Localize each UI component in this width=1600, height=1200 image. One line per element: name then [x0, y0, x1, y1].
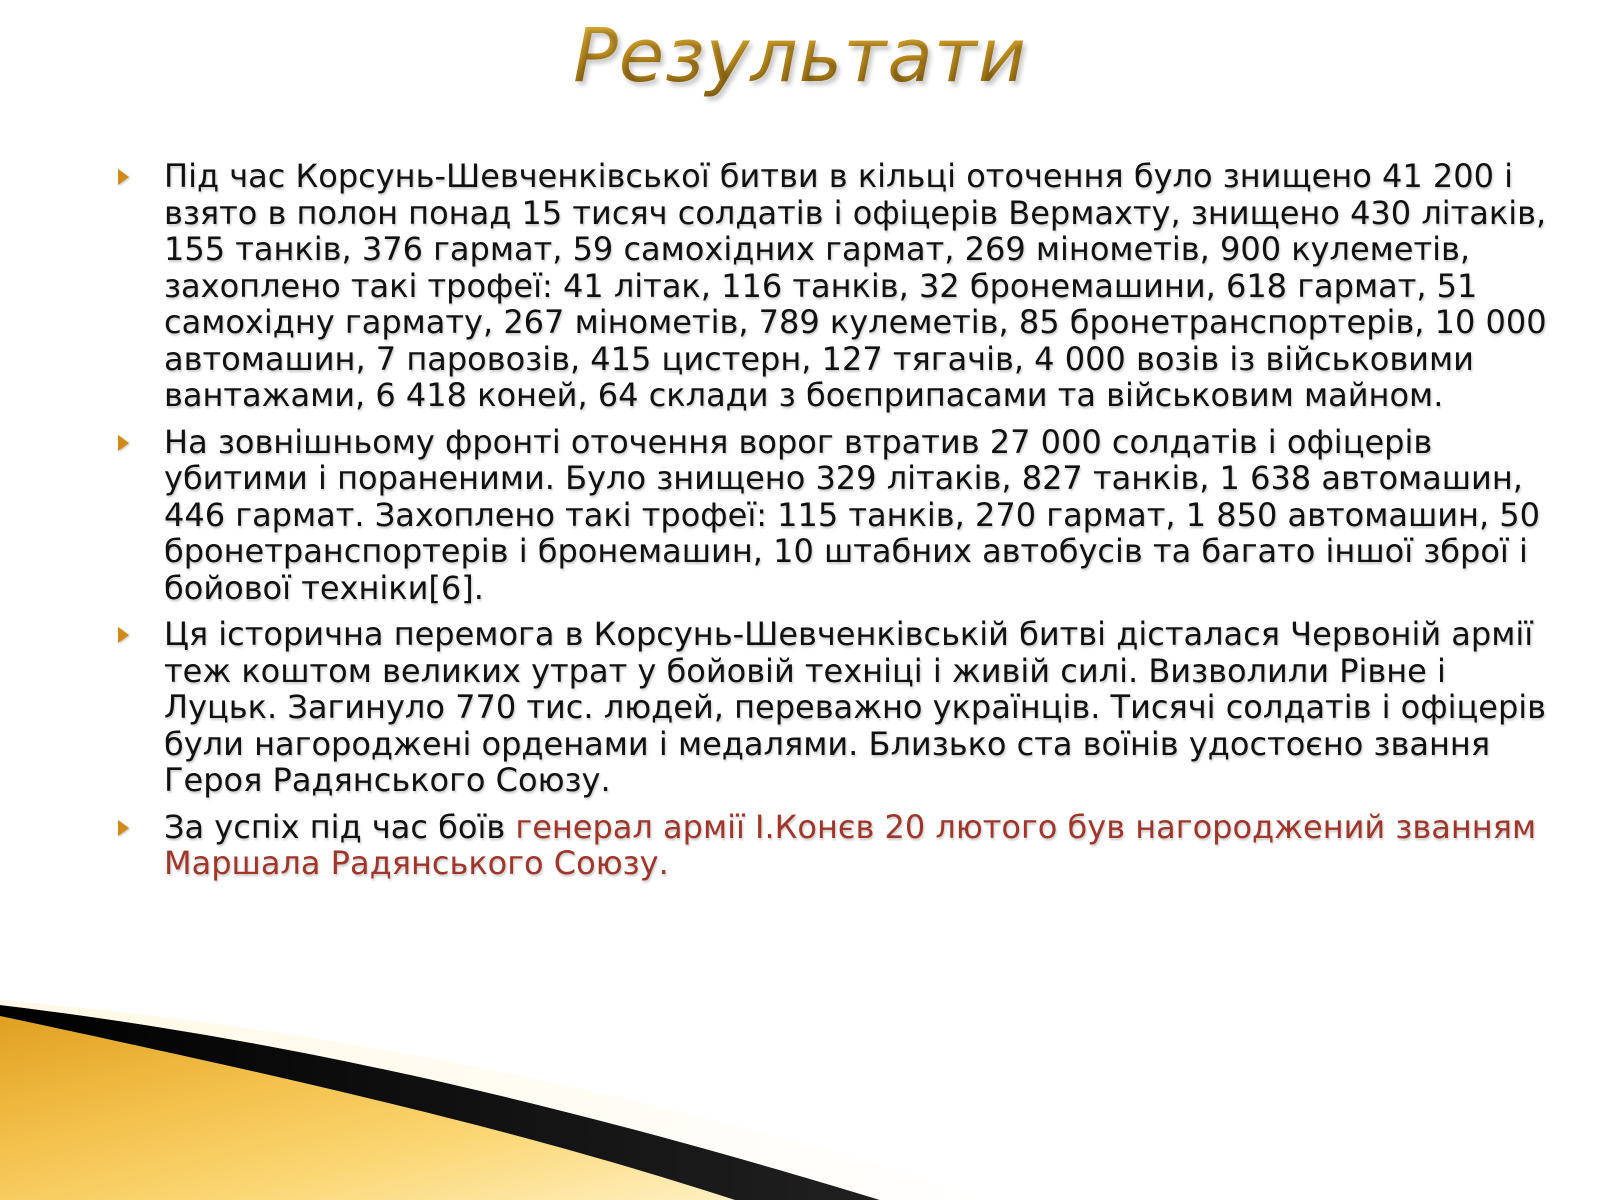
triangle-bullet-icon	[118, 820, 129, 836]
bullet-text: Під час Корсунь-Шевченківської битви в кільці оточення було знищено 41 200 і взято в полон понад 15 тисяч солдатів і офіцерів Вермахту, знищено 430 літаків, 155 танків, 376 гармат, 59 самохідних гармат, 269 мінометів, 900 кулеметів, захоплено такі трофеї: 41 літак, 116 танків, 32 бронемашини, 618 гармат, 51 самохідну гармату, 267 мінометів, 789 кулеметів, 85 бронетранспортерів, 10 000 автомашин, 7 паровозів, 415 цистерн, 127 тягачів, 4 000 возів із військовими вантажами, 6 418 коней, 64 склади з боєприпасами та військовим майном.	[164, 157, 1547, 414]
triangle-bullet-icon	[118, 169, 129, 185]
list-item	[118, 424, 1548, 607]
bullet-text-highlight: генерал армії І.Конєв 20 лютого був нагороджений званням Маршала Радянського Союзу.	[164, 807, 1537, 882]
bullet-text-plain: За успіх під час боїв	[164, 807, 516, 846]
slide-title: Результати	[0, 14, 1600, 99]
triangle-bullet-icon	[118, 435, 129, 451]
pale-gold-wedge-shape	[0, 1000, 1000, 1200]
list-item	[118, 809, 1548, 882]
black-stripe-shape	[0, 1005, 880, 1200]
list-item	[118, 616, 1548, 799]
bullet-text: На зовнішньому фронті оточення ворог втратив 27 000 солдатів і офіцерів убитими і пораненими. Було знищено 329 літаків, 827 танків, 1 638 автомашин, 446 гармат. Захоплено такі трофеї: 115 танків, 270 гармат, 1 850 автомашин, 50 бронетранспортерів і бронемашин, 10 штабних автобусів та багато іншої зброї і бойової техніки[6].	[164, 422, 1540, 607]
gold-wedge-shape	[0, 1016, 735, 1200]
bullet-list	[118, 158, 1548, 892]
triangle-bullet-icon	[118, 627, 129, 643]
bullet-text: Ця історична перемога в Корсунь-Шевченківській битві дісталася Червоній армії теж коштом великих утрат у бойовій техніці і живій силі. Визволили Рівне і Луцьк. Загинуло 770 тис. людей, переважно українців. Тисячі солдатів і офіцерів були нагороджені орденами і медалями. Близько ста воїнів удостоєно звання Героя Радянського Союзу.	[164, 615, 1547, 799]
list-item	[118, 158, 1548, 414]
